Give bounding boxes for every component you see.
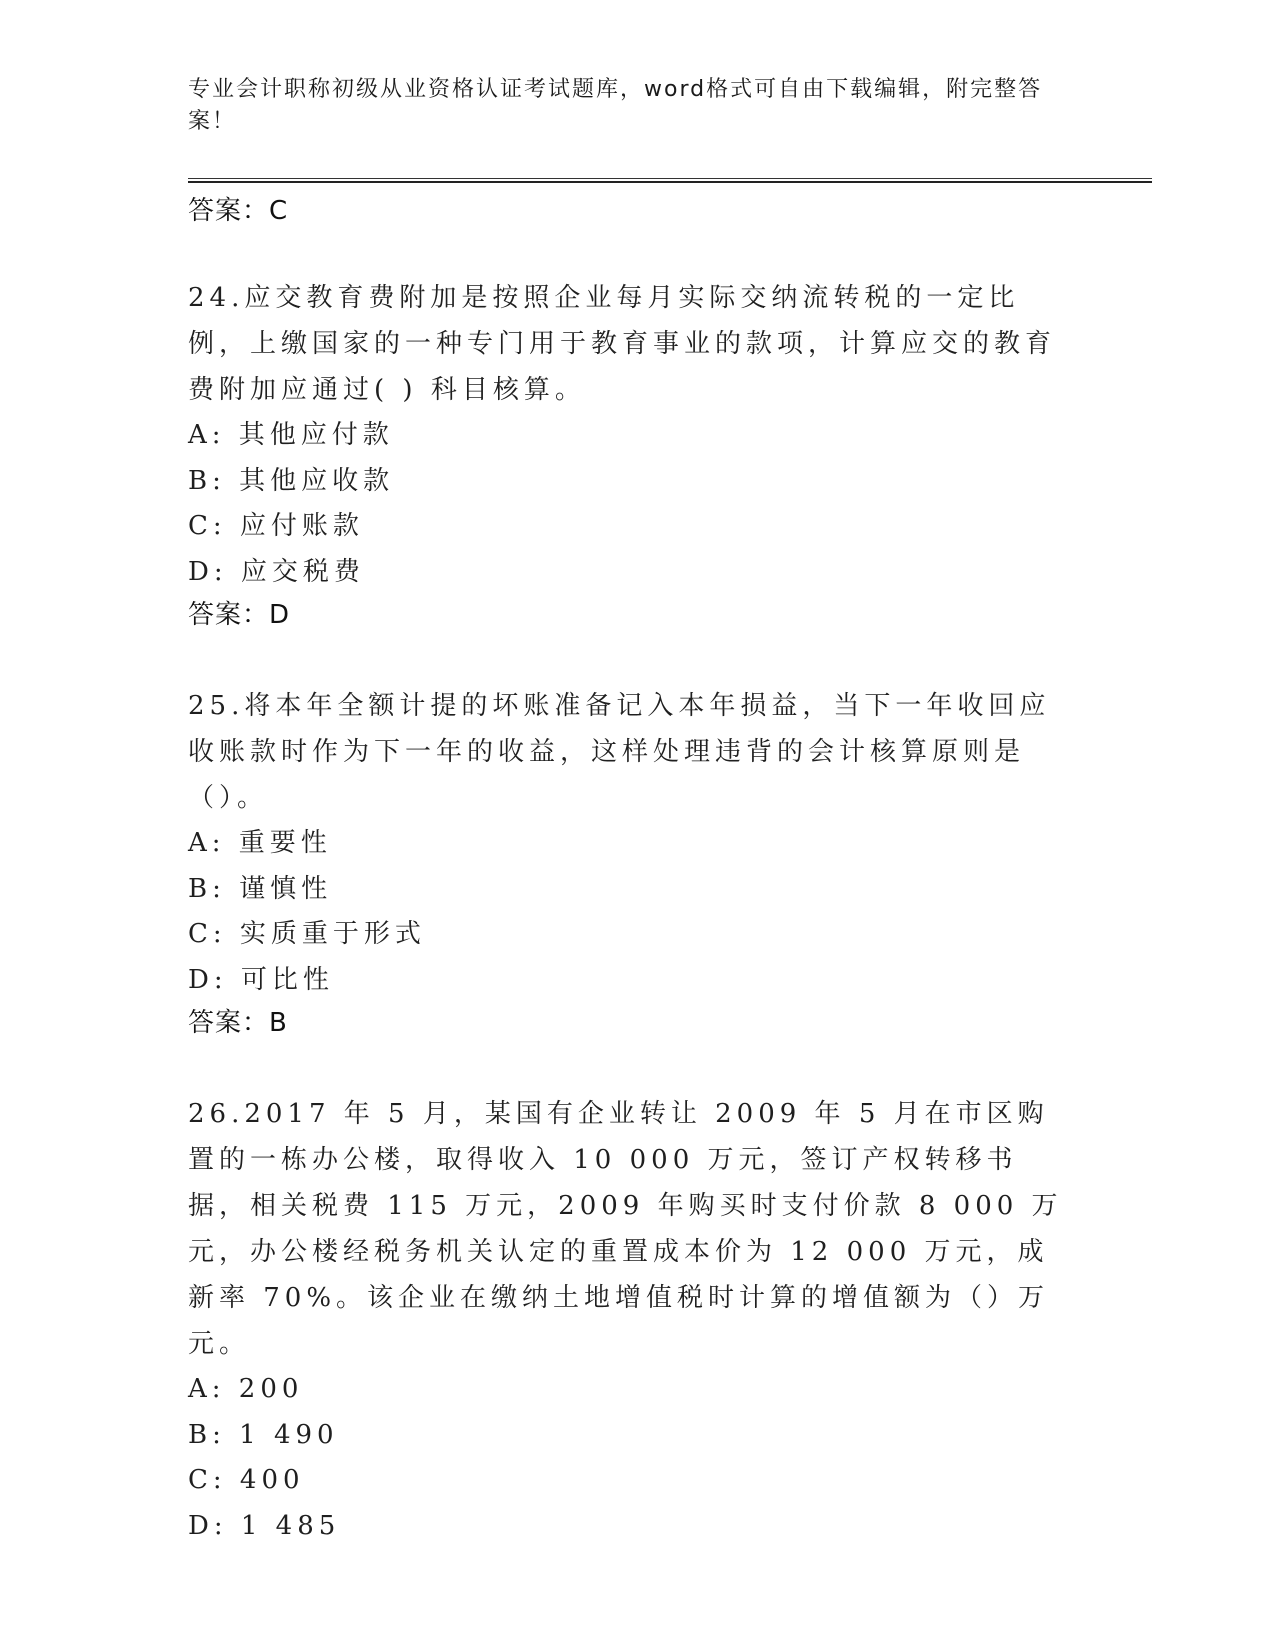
option-c: C: 400 (188, 1465, 305, 1495)
option-a: A: 200 (188, 1374, 304, 1404)
question-26 (188, 1091, 1078, 1549)
option-d: D: 1 485 (188, 1510, 341, 1541)
question-text: 24.应交教育费附加是按照企业每月实际交纳流转税的一定比例，上缴国家的一种专门用于教育事业的款项，计算应交的教育费附加应通过( ) 科目核算。 (188, 283, 1057, 405)
question-24 (188, 275, 1078, 635)
option-a: A: 重要性 (188, 828, 332, 858)
option-b: B: 1 490 (188, 1419, 339, 1450)
option-a: A: 其他应付款 (188, 420, 394, 450)
option-b: B: 谨慎性 (188, 873, 333, 904)
header-divider (188, 178, 1152, 183)
question-text: 25.将本年全额计提的坏账准备记入本年损益，当下一年收回应收账款时作为下一年的收益，这样处理违背的会计核算原则是（）。 (188, 691, 1051, 813)
header-text: 专业会计职称初级从业资格认证考试题库，word格式可自由下载编辑，附完整答案！ (188, 77, 1043, 134)
option-c: C: 实质重于形式 (188, 919, 426, 949)
option-c: C: 应付账款 (188, 511, 364, 541)
document-body (188, 191, 1078, 1597)
answer-line: 答案：C (188, 196, 289, 226)
answer-line: 答案：D (188, 600, 291, 630)
option-d: D: 可比性 (188, 964, 334, 995)
question-text: 26.2017 年 5 月，某国有企业转让 2009 年 5 月在市区购置的一栋办公楼，取得收入 10 000 万元，签订产权转移书据，相关税费 115 万元，2009 年购买时支付价款 8 000 万元，办公楼经税务机关认定的重置成本价为 12 000 万元，成新率 70%。该企业在缴纳土地增值税时计算的增值额为（）万元。 (188, 1099, 1063, 1359)
answer-line: 答案：B (188, 1008, 288, 1038)
question-25 (188, 683, 1078, 1043)
option-d: D: 应交税费 (188, 556, 365, 587)
option-b: B: 其他应收款 (188, 465, 395, 496)
page-header (188, 74, 1068, 138)
